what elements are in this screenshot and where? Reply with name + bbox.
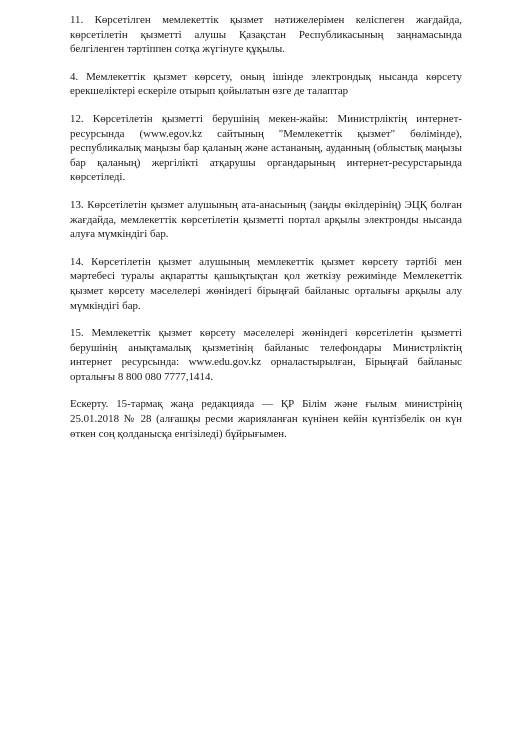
paragraph-14: 14. Көрсетілетін қызмет алушының мемлекеттік қызмет көрсету тәртібі мен мәртебесі туралы ақпаратты қашықтықтан қол жеткізу режимінде Мемлекеттік қызмет көрсету мәселелері жөніндегі бірыңғай байланыс орталығы арқылы алу мүмкіндігі бар. <box>70 255 462 312</box>
document-body <box>70 13 462 454</box>
paragraph-12: 12. Көрсетілетін қызметті берушінің мекен-жайы: Министрліктің интернет-ресурсында (www.egov.kz сайтының "Мемлекеттік қызмет" бөлімінде), республикалық маңызы бар қаланың және астананың, ауданның (облыстық маңызы бар қаланың) жергілікті атқарушы органдарының интернет-ресурстарында көрсетіледі. <box>70 112 462 184</box>
paragraph-15: 15. Мемлекеттік қызмет көрсету мәселелері жөніндегі көрсетілетін қызметті берушінің анықтамалық қызметінің байланыс телефондары Министрліктің интернет ресурсында: www.edu.gov.kz орналастырылған, Бірыңғай байланыс орталығы 8 800 080 7777,1414. <box>70 327 462 383</box>
section-heading-4: 4. Мемлекеттік қызмет көрсету, оның ішінде электрондық нысанда көрсету ерекшеліктері ескеріле отырып қойылатын өзге де талаптар <box>70 70 462 98</box>
amendment-note: Ескерту. 15-тармақ жаңа редакцияда — ҚР Білім және ғылым министрінің 25.01.2018 № 28 (алғашқы ресми жарияланған күнінен кейін күнтізбелік он күн өткен соң қолданысқа енгізіледі) бұйрығымен. <box>70 398 462 440</box>
paragraph-13: 13. Көрсетілетін қызмет алушының ата-анасының (заңды өкілдерінің) ЭЦҚ болған жағдайда, мемлекеттік көрсетілетін қызметті портал арқылы электронды нысанда алуға мүмкіндігі бар. <box>70 198 462 241</box>
paragraph-11: 11. Көрсетілген мемлекеттік қызмет нәтижелерімен келіспеген жағдайда, көрсетілетін қызметті алушы Қазақстан Республикасының заңнамасында белгіленген тәртіппен сотқа жүгінуге құқылы. <box>70 14 462 56</box>
